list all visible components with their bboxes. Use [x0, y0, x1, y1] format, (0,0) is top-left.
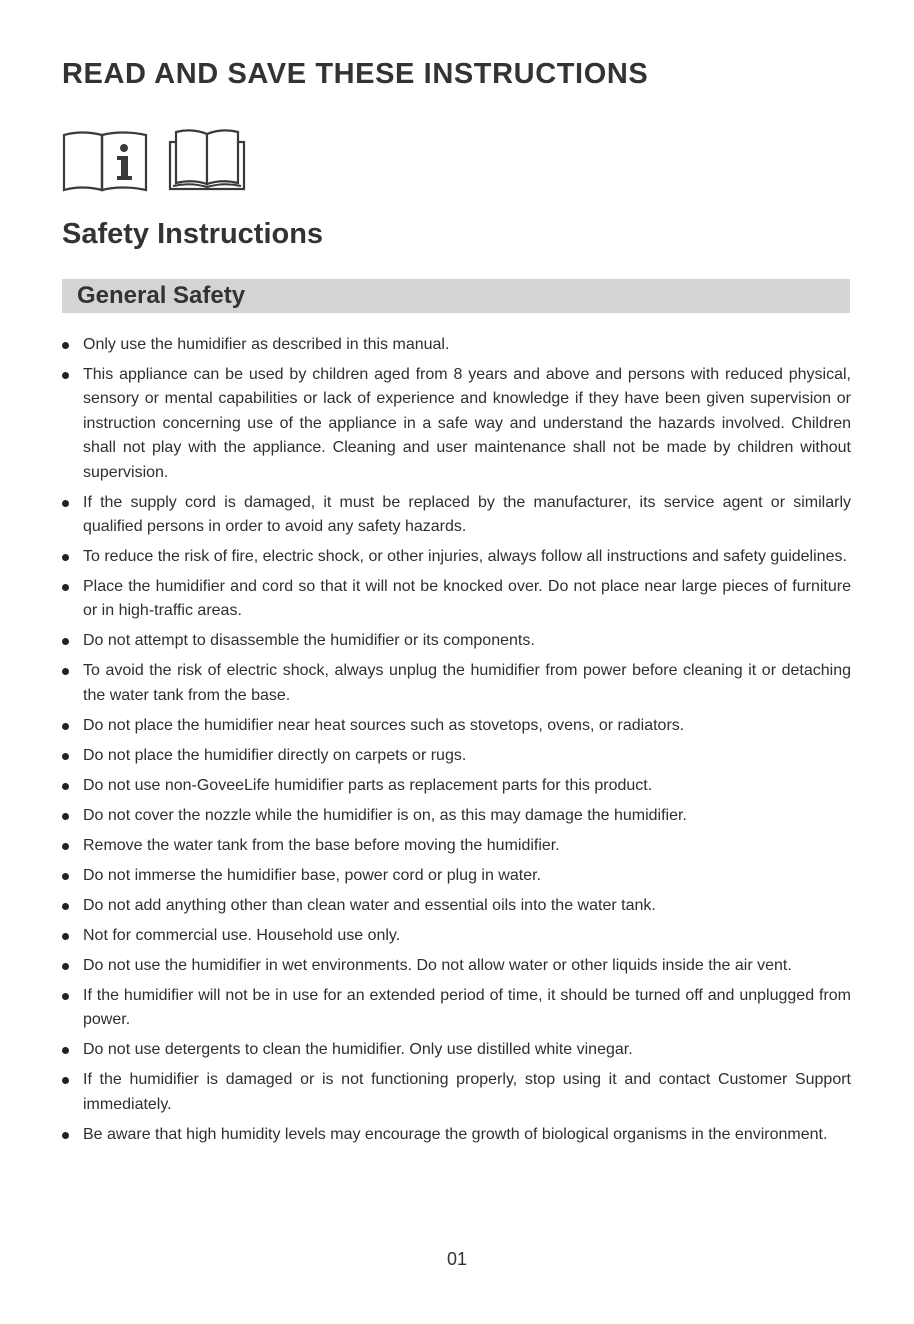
list-item: [62, 575, 851, 624]
bullet-dot-icon: [62, 372, 69, 379]
list-item: [62, 804, 851, 828]
page-title: READ AND SAVE THESE INSTRUCTIONS: [62, 58, 649, 90]
list-item-text: If the supply cord is damaged, it must be replaced by the manufacturer, its service agent or similarly qualified persons in order to avoid any safety hazards.: [83, 493, 851, 536]
bullet-dot-icon: [62, 584, 69, 591]
list-item-text: If the humidifier is damaged or is not functioning properly, stop using it and contact Customer Support immediately.: [83, 1071, 851, 1113]
list-item: [62, 924, 851, 948]
bullet-dot-icon: [62, 873, 69, 880]
open-book-icon: [168, 128, 246, 192]
list-item: [62, 1038, 851, 1062]
list-item: [62, 744, 851, 768]
list-item-text: To reduce the risk of fire, electric shock, or other injuries, always follow all instructions and safety guidelines.: [83, 548, 847, 566]
list-item-text: To avoid the risk of electric shock, always unplug the humidifier from power before cleaning it or detaching the water tank from the base.: [83, 662, 851, 704]
section-title: Safety Instructions: [62, 218, 324, 250]
list-item-text: Do not use non-GoveeLife humidifier parts as replacement parts for this product.: [83, 776, 653, 794]
bullet-dot-icon: [62, 1132, 69, 1139]
list-item-text: Do not immerse the humidifier base, power cord or plug in water.: [83, 866, 541, 884]
list-item: [62, 1068, 851, 1117]
list-item-text: This appliance can be used by children aged from 8 years and above and persons with reduced physical, sensory or mental capabilities or lack of experience and knowledge if they have been given supervision or instruction concerning use of the appliance in a safe way and understand the hazards involved. Children shall not play with the appliance. Cleaning and user maintenance shall not be made by children without supervision.: [83, 366, 851, 481]
list-item: [62, 629, 851, 653]
bullet-dot-icon: [62, 1077, 69, 1084]
bullet-dot-icon: [62, 638, 69, 645]
list-item: [62, 491, 851, 540]
bullet-dot-icon: [62, 554, 69, 561]
list-item: [62, 774, 851, 798]
list-item-text: Only use the humidifier as described in this manual.: [83, 336, 450, 353]
safety-bullet-list: [62, 333, 851, 1153]
bullet-dot-icon: [62, 813, 69, 820]
list-item: [62, 1123, 851, 1147]
list-item: [62, 333, 851, 357]
list-item-text: Do not place the humidifier near heat sources such as stovetops, ovens, or radiators.: [83, 716, 685, 734]
list-item: [62, 659, 851, 708]
bullet-dot-icon: [62, 753, 69, 760]
list-item: [62, 984, 851, 1033]
list-item: [62, 954, 851, 978]
list-item-text: Do not use the humidifier in wet environments. Do not allow water or other liquids inside the air vent.: [83, 956, 792, 974]
bullet-dot-icon: [62, 723, 69, 730]
info-manual-icon: [62, 128, 148, 192]
list-item: [62, 545, 851, 569]
list-item-text: Do not use detergents to clean the humidifier. Only use distilled white vinegar.: [83, 1041, 633, 1059]
bullet-dot-icon: [62, 1047, 69, 1054]
bullet-dot-icon: [62, 993, 69, 1000]
list-item-text: Do not add anything other than clean water and essential oils into the water tank.: [83, 896, 656, 914]
list-item-text: Do not place the humidifier directly on carpets or rugs.: [83, 746, 467, 764]
list-item-text: Not for commercial use. Household use only.: [83, 926, 401, 944]
bullet-dot-icon: [62, 668, 69, 675]
list-item: [62, 894, 851, 918]
bullet-dot-icon: [62, 933, 69, 940]
bullet-dot-icon: [62, 783, 69, 790]
list-item-text: If the humidifier will not be in use for an extended period of time, it should be turned off and unplugged from power.: [83, 986, 851, 1029]
list-item-text: Do not cover the nozzle while the humidifier is on, as this may damage the humidifier.: [83, 806, 687, 824]
bullet-dot-icon: [62, 903, 69, 910]
list-item: [62, 714, 851, 738]
list-item: [62, 864, 851, 888]
list-item: [62, 363, 851, 485]
list-item-text: Be aware that high humidity levels may encourage the growth of biological organisms in the environment.: [83, 1125, 828, 1143]
page-number: 01: [446, 1249, 468, 1269]
subsection-title: General Safety: [77, 282, 246, 309]
bullet-dot-icon: [62, 843, 69, 850]
list-item: [62, 834, 851, 858]
list-item-text: Do not attempt to disassemble the humidifier or its components.: [83, 632, 535, 650]
bullet-dot-icon: [62, 342, 69, 349]
list-item-text: Remove the water tank from the base before moving the humidifier.: [83, 836, 560, 854]
list-item-text: Place the humidifier and cord so that it will not be knocked over. Do not place near large pieces of furniture or in high-traffic areas.: [83, 578, 851, 620]
bullet-dot-icon: [62, 500, 69, 507]
bullet-dot-icon: [62, 963, 69, 970]
subsection-header: [62, 279, 850, 313]
